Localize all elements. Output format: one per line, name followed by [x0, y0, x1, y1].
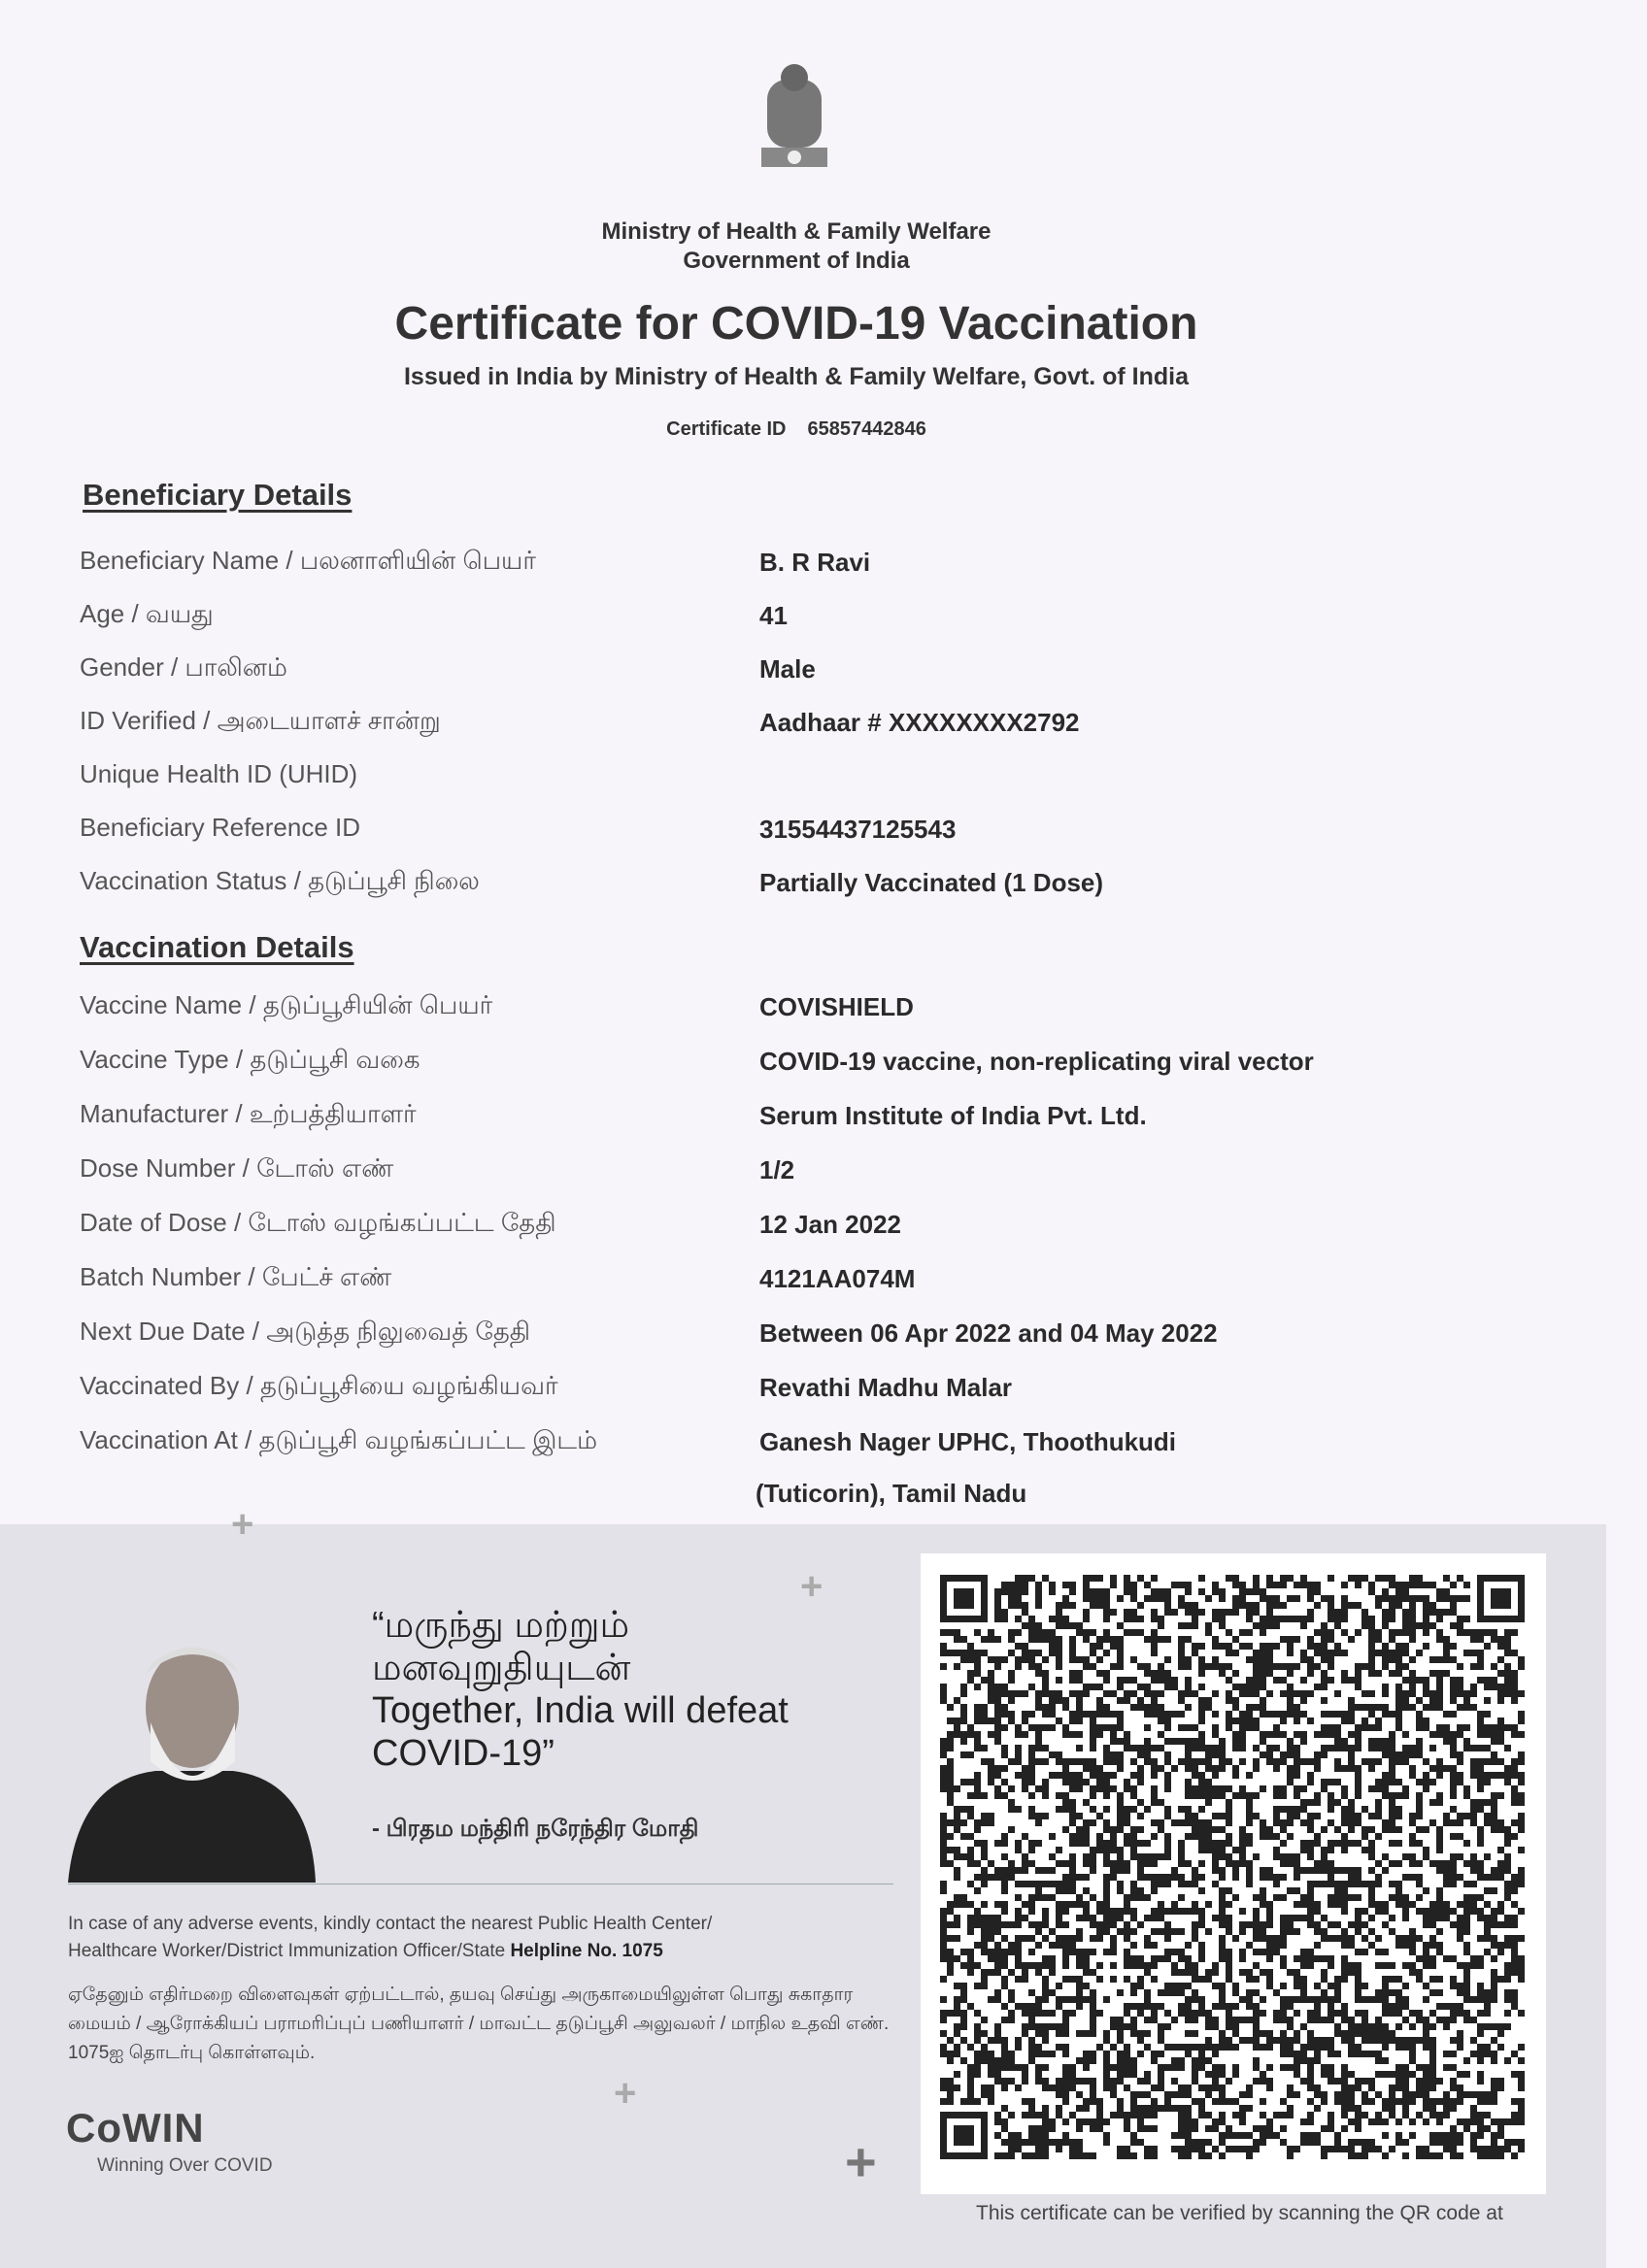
- vaccination-location-cont: (Tuticorin), Tamil Nadu: [756, 1479, 1027, 1508]
- field-label: Beneficiary Name / பலனாளியின் பெயர்: [80, 546, 536, 575]
- tamil-adverse-notice: ஏதேனும் எதிர்மறை விளைவுகள் ஏற்பட்டால், தயவு செய்து அருகாமையிலுள்ள பொது சுகாதார மையம் / ஆரோக்கியப் பராமரிப்புப் பணியாளர் / மாவட்ட தடுப்பூசி அலுவலர் / மாநில உதவி எண். 1075ஐ தொடர்பு கொள்ளவும்.: [68, 1984, 890, 2063]
- helpline-number: Helpline No. 1075: [510, 1941, 663, 1961]
- field-value: Serum Institute of India Pvt. Ltd.: [759, 1101, 1147, 1130]
- certificate-title: Certificate for COVID-19 Vaccination: [394, 298, 1198, 350]
- field-value: 12 Jan 2022: [759, 1210, 902, 1239]
- field-label: ID Verified / அடையாளச் சான்று: [80, 706, 441, 735]
- field-value: Partially Vaccinated (1 Dose): [759, 868, 1104, 897]
- field-value: 4121AA074M: [759, 1264, 916, 1293]
- plus-decoration-icon: +: [800, 1565, 824, 1608]
- quote-attribution: - பிரதம மந்திரி நரேந்திர மோதி: [372, 1816, 699, 1842]
- quote-tamil-line: “மருந்து மற்றும்: [372, 1605, 630, 1646]
- field-label: Beneficiary Reference ID: [80, 813, 361, 842]
- beneficiary-details-heading: Beneficiary Details: [83, 478, 353, 512]
- field-label: Vaccinated By / தடுப்பூசியை வழங்கியவர்: [80, 1371, 558, 1400]
- qr-finder-pattern: [940, 1575, 988, 1622]
- field-label: Vaccination Status / தடுப்பூசி நிலை: [80, 866, 480, 895]
- prime-minister-photo: [68, 1635, 316, 1883]
- pm-quote: [372, 1604, 789, 1775]
- adverse-events-notice: [68, 1911, 712, 1965]
- ministry-name: Ministry of Health & Family Welfare: [601, 218, 992, 245]
- field-value: B. R Ravi: [759, 548, 871, 577]
- quote-tamil-line: மனவுறுதியுடன்: [372, 1648, 631, 1688]
- government-name: Government of India: [683, 248, 910, 274]
- certificate-id-label: Certificate ID: [666, 418, 787, 440]
- vaccination-details-heading: Vaccination Details: [80, 930, 354, 964]
- issued-by: Issued in India by Ministry of Health & Family Welfare, Govt. of India: [403, 363, 1189, 390]
- field-label: Unique Health ID (UHID): [80, 759, 358, 788]
- field-value: 1/2: [759, 1155, 795, 1184]
- field-label: Age / வயது: [80, 599, 214, 628]
- certificate-id-value: 65857442846: [807, 418, 926, 440]
- field-value: Ganesh Nager UPHC, Thoothukudi: [759, 1427, 1177, 1456]
- field-value: COVID-19 vaccine, non-replicating viral vector: [759, 1047, 1314, 1076]
- plus-decoration-icon: +: [845, 2131, 877, 2192]
- plus-decoration-icon: +: [614, 2072, 637, 2115]
- field-label: Vaccine Type / தடுப்பூசி வகை: [80, 1045, 420, 1074]
- qr-finder-pattern: [940, 2112, 988, 2159]
- quote-english-line: COVID-19”: [372, 1733, 555, 1774]
- field-label: Manufacturer / உற்பத்தியாளர்: [80, 1099, 417, 1128]
- field-value: COVISHIELD: [759, 992, 914, 1021]
- field-label: Dose Number / டோஸ் எண்: [80, 1153, 394, 1183]
- field-value: 31554437125543: [759, 815, 957, 844]
- plus-decoration-icon: +: [231, 1503, 254, 1546]
- field-label: Gender / பாலினம்: [80, 652, 287, 682]
- field-label: Vaccination At / தடுப்பூசி வழங்கப்பட்ட இடம்: [80, 1425, 597, 1454]
- field-value: Male: [759, 654, 816, 684]
- adverse-line: In case of any adverse events, kindly contact the nearest Public Health Center/: [68, 1914, 713, 1934]
- field-label: Batch Number / பேட்ச் எண்: [80, 1262, 392, 1291]
- national-emblem-icon: [750, 60, 839, 196]
- adverse-line: Healthcare Worker/District Immunization Officer/State: [68, 1941, 511, 1961]
- qr-code[interactable]: [921, 1553, 1546, 2194]
- verify-text: This certificate can be verified by scanning the QR code at: [976, 2202, 1503, 2224]
- field-label: Next Due Date / அடுத்த நிலுவைத் தேதி: [80, 1317, 531, 1346]
- field-label: Date of Dose / டோஸ் வழங்கப்பட்ட தேதி: [80, 1208, 556, 1237]
- field-value: 41: [759, 601, 788, 630]
- field-value: Between 06 Apr 2022 and 04 May 2022: [759, 1318, 1218, 1348]
- cowin-tagline: Winning Over COVID: [97, 2155, 273, 2176]
- quote-english-line: Together, India will defeat: [372, 1690, 789, 1731]
- field-value: Aadhaar # XXXXXXXX2792: [759, 708, 1080, 737]
- qr-finder-pattern: [1477, 1575, 1525, 1622]
- qr-code-image: [940, 1575, 1527, 2175]
- field-value: Revathi Madhu Malar: [759, 1373, 1013, 1402]
- certificate-id: [0, 418, 1593, 441]
- field-label: Vaccine Name / தடுப்பூசியின் பெயர்: [80, 990, 493, 1019]
- cowin-logo: CoWIN: [66, 2105, 205, 2151]
